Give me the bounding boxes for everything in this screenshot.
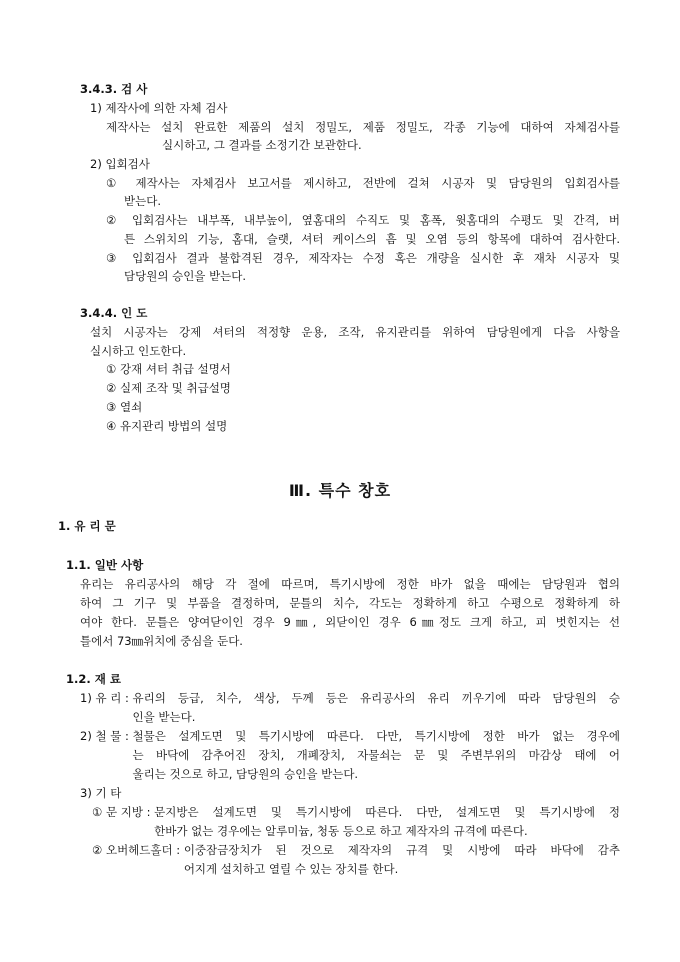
delivery-item: ① 강재 셔터 취급 설명서 xyxy=(106,362,231,376)
check-1-line-2: 받는다. xyxy=(124,194,161,208)
material-glass-line-2: 인을 받는다. xyxy=(132,710,196,724)
check-1-line-1: ① 제작사는 자체검사 보고서를 제시하고, 전반에 걸쳐 시공자 및 담당원의 입회검사를 xyxy=(106,176,620,190)
delivery-paragraph-line-1: 설치 시공자는 강제 셔터의 적정향 운용, 조작, 유지관리를 위하여 담당원에게 다음 사항을 xyxy=(90,325,620,339)
check-2-line-2: 튼 스위치의 기능, 홈대, 슬랫, 셔터 케이스의 흠 및 오염 등의 항목에 대하여 검사한다. xyxy=(124,232,620,246)
section-heading-1-2: 1.2. 재 료 xyxy=(66,672,121,686)
check-3-line-1: ③ 입회검사 결과 불합격된 경우, 제작자는 수정 혹은 개량을 실시한 후 재차 시공자 및 xyxy=(106,251,620,265)
material-hardware-key: 2) 철 물 : xyxy=(80,729,133,743)
other-overhead-holder-desc xyxy=(184,843,620,876)
material-glass-key: 1) 유 리 : xyxy=(80,691,133,705)
material-hardware xyxy=(80,729,620,781)
material-glass-line-1: 유리의 등급, 치수, 색상, 두께 등은 유리공사의 유리 끼우기에 따라 담당원의 승 xyxy=(132,691,620,705)
check-3-line-2: 담당원의 승인을 받는다. xyxy=(124,269,247,283)
other-overhead-holder-line-1: 이중잠금장치가 된 것으로 제작자의 규격 및 시방에 따라 바닥에 감추 xyxy=(183,843,620,857)
general-line-4: 틀에서 73㎜위치에 중심을 둔다. xyxy=(80,634,243,648)
chapter-title: Ⅲ. 특수 창호 xyxy=(288,481,392,500)
general-line-2: 하여 그 기구 및 부품을 결정하며, 문틀의 치수, 각도는 정확하게 하고 수평으로 정확하게 하 xyxy=(80,596,620,610)
delivery-paragraph-line-2: 실시하고 인도한다. xyxy=(90,344,187,358)
material-other-title: 3) 기 타 xyxy=(80,786,122,800)
item-1-line-2: 실시하고, 그 결과를 소정기간 보관한다. xyxy=(162,138,362,152)
other-threshold-line-2: 한바가 없는 경우에는 알루미늄, 청동 등으로 하고 제작자의 규격에 따른다. xyxy=(154,824,528,838)
other-overhead-holder-key: ② 오버헤드홀더 : xyxy=(92,843,184,857)
other-threshold xyxy=(92,805,620,838)
material-hardware-line-3: 울리는 것으로 하고, 담당원의 승인을 받는다. xyxy=(132,767,359,781)
other-threshold-line-1: 문지방은 설계도면 및 특기시방에 따른다. 다만, 설계도면 및 특기시방에 정 xyxy=(154,805,620,819)
delivery-item: ② 실제 조작 및 취급설명 xyxy=(106,381,231,395)
material-glass xyxy=(80,691,620,724)
section-heading-3-4-4: 3.4.4. 인 도 xyxy=(80,306,148,320)
material-hardware-desc xyxy=(133,729,620,781)
item-2-title: 2) 입회검사 xyxy=(90,157,150,171)
other-threshold-key: ① 문 지방 : xyxy=(92,805,155,819)
check-2-line-1: ② 입회검사는 내부폭, 내부높이, 옆홈대의 수직도 및 홈폭, 윗홈대의 수평도 및 간격, 버 xyxy=(106,213,620,227)
general-line-3: 여야 한다. 문틀은 양여닫이인 경우 9㎜, 외닫이인 경우 6㎜정도 크게 하고, 피 벗힌지는 선 xyxy=(80,615,620,629)
material-glass-desc xyxy=(133,691,620,724)
delivery-item: ③ 열쇠 xyxy=(106,400,143,414)
section-heading-3-4-3: 3.4.3. 검 사 xyxy=(80,82,148,96)
other-overhead-holder-line-2: 어지게 설치하고 열릴 수 있는 장치를 한다. xyxy=(183,862,399,876)
general-line-1: 유리는 유리공사의 해당 각 절에 따르며, 특기시방에 정한 바가 없을 때에는 담당원과 협의 xyxy=(80,577,620,591)
item-1-title: 1) 제작사에 의한 자체 검사 xyxy=(90,101,228,115)
section-heading-1-1: 1.1. 일반 사항 xyxy=(66,558,144,572)
section-heading-1: 1. 유 리 문 xyxy=(58,519,116,533)
other-threshold-desc xyxy=(154,805,620,838)
delivery-item: ④ 유지관리 방법의 설명 xyxy=(106,419,228,433)
item-1-line-1: 제작사는 설치 완료한 제품의 설치 정밀도, 제품 정밀도, 각종 기능에 대하여 자체검사를 xyxy=(106,120,620,134)
material-hardware-line-1: 철물은 설계도면 및 특기시방에 따른다. 다만, 특기시방에 정한 바가 없는 경우에 xyxy=(132,729,620,743)
other-overhead-holder xyxy=(92,843,620,876)
material-hardware-line-2: 는 바닥에 감추어진 장치, 개폐장치, 자물쇠는 문 및 주변부위의 마감상 태에 어 xyxy=(132,748,620,762)
